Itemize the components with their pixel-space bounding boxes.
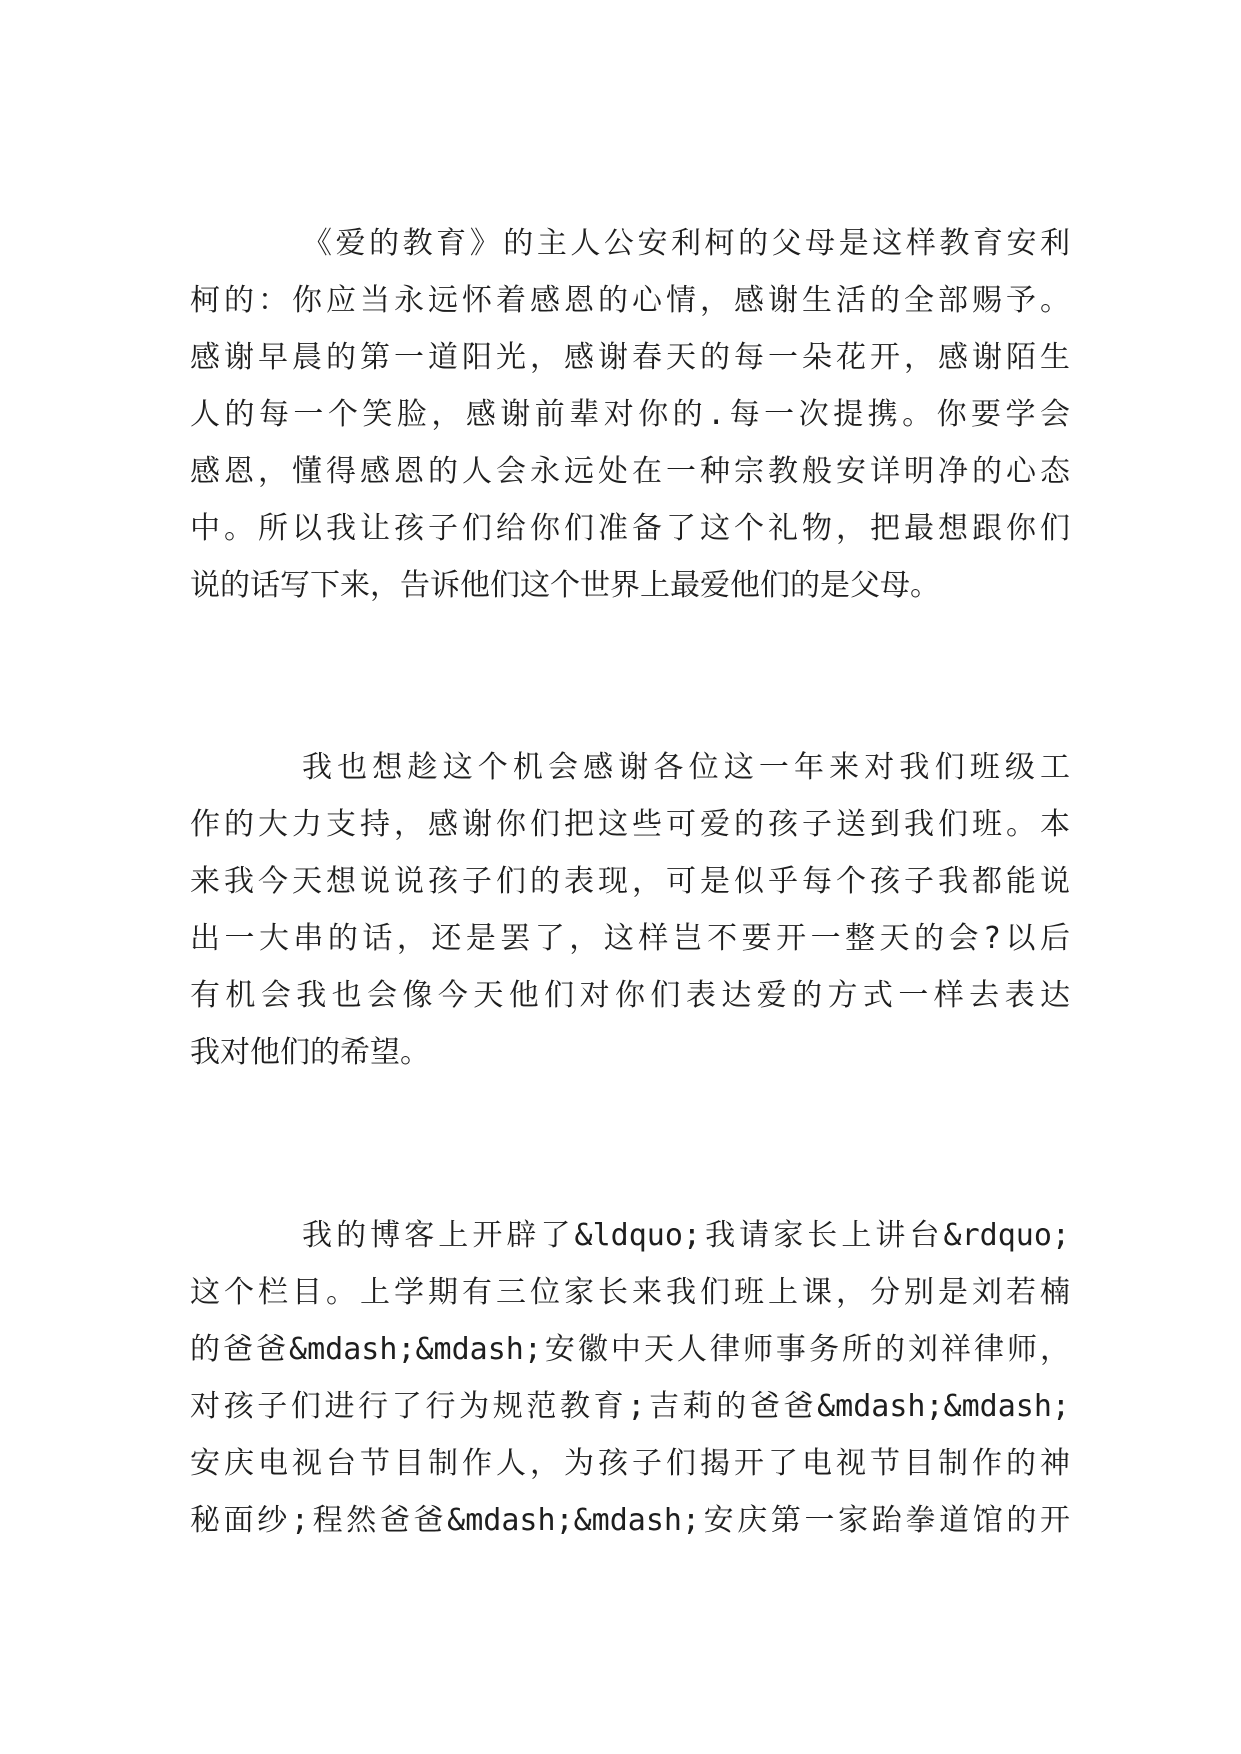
text-line: 对孩子们进行了行为规范教育;吉莉的爸爸&mdash;&mdash; bbox=[190, 1389, 1070, 1424]
text-line: 感恩，懂得感恩的人会永远处在一种宗教般安详明净的心态 bbox=[190, 454, 1070, 489]
text-line: 《爱的教育》的主人公安利柯的父母是这样教育安利 bbox=[302, 226, 1070, 261]
text-line: 来我今天想说说孩子们的表现，可是似乎每个孩子我都能说 bbox=[190, 864, 1070, 899]
text-line: 有机会我也会像今天他们对你们表达爱的方式一样去表达 bbox=[190, 978, 1070, 1013]
text-line: 我也想趁这个机会感谢各位这一年来对我们班级工 bbox=[302, 750, 1070, 785]
text-line: 安庆电视台节目制作人，为孩子们揭开了电视节目制作的神 bbox=[190, 1446, 1070, 1481]
text-line: 感谢早晨的第一道阳光，感谢春天的每一朵花开，感谢陌生 bbox=[190, 340, 1070, 375]
text-line: 作的大力支持，感谢你们把这些可爱的孩子送到我们班。本 bbox=[190, 807, 1070, 842]
text-line: 这个栏目。上学期有三位家长来我们班上课，分别是刘若楠 bbox=[190, 1275, 1070, 1310]
text-line: 说的话写下来，告诉他们这个世界上最爱他们的是父母。 bbox=[190, 568, 940, 603]
text-line: 柯的：你应当永远怀着感恩的心情，感谢生活的全部赐予。 bbox=[190, 283, 1070, 318]
text-line: 秘面纱;程然爸爸&mdash;&mdash;安庆第一家跆拳道馆的开 bbox=[190, 1503, 1070, 1538]
text-line: 中。所以我让孩子们给你们准备了这个礼物，把最想跟你们 bbox=[190, 511, 1070, 546]
text-line: 我对他们的希望。 bbox=[190, 1035, 430, 1070]
text-line: 我的博客上开辟了&ldquo;我请家长上讲台&rdquo; bbox=[302, 1218, 1070, 1253]
text-line: 的爸爸&mdash;&mdash;安徽中天人律师事务所的刘祥律师， bbox=[190, 1332, 1070, 1367]
text-line: 出一大串的话，还是罢了，这样岂不要开一整天的会?以后 bbox=[190, 921, 1070, 956]
text-line: 人的每一个笑脸，感谢前辈对你的.每一次提携。你要学会 bbox=[190, 397, 1070, 432]
